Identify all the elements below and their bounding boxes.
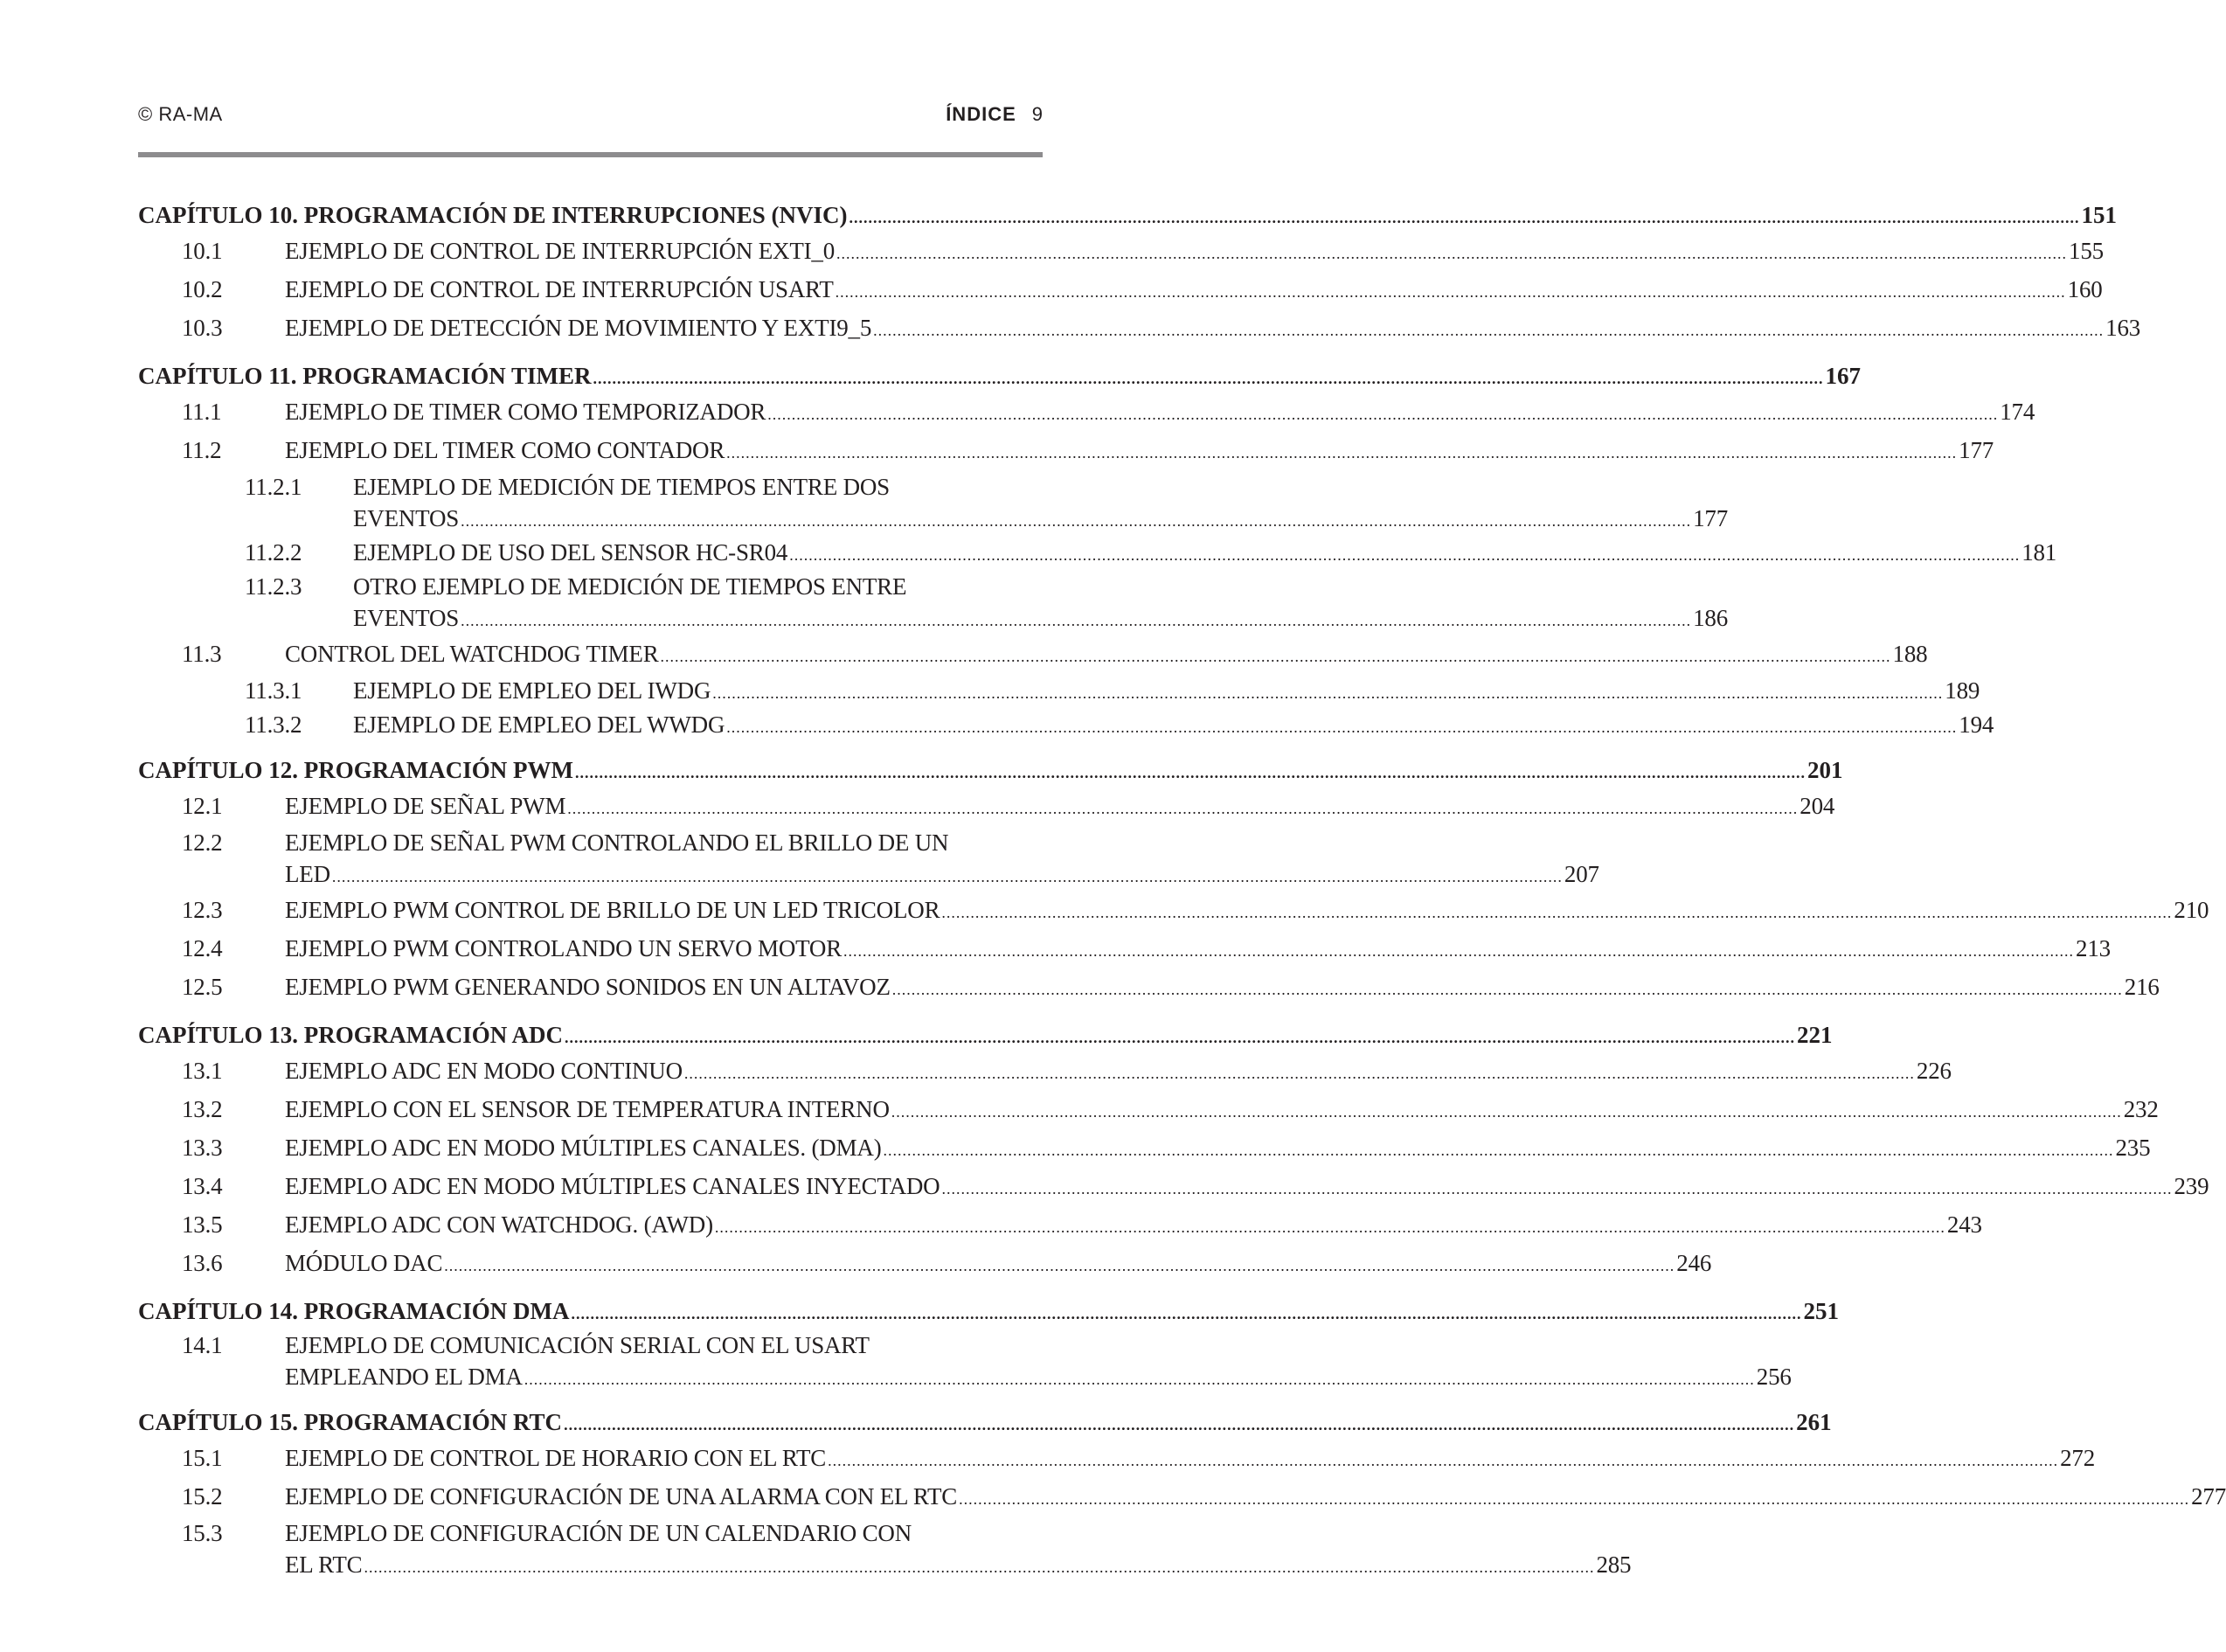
dot-leader [726, 435, 1957, 471]
toc-section-number: 12.1 [182, 793, 223, 819]
header-rule [138, 152, 1043, 157]
toc-page-number: 188 [1892, 641, 1928, 667]
toc-page-number: 151 [2081, 202, 2118, 228]
toc-section-number: 13.6 [182, 1250, 223, 1276]
toc-section-entry[interactable] [138, 675, 1980, 709]
toc-section-entry[interactable] [138, 310, 2141, 349]
toc-section-number: 13.2 [182, 1096, 223, 1122]
toc-section-title: EMPLEANDO EL DMA [285, 1364, 523, 1390]
toc-section-number: 10.1 [182, 238, 223, 264]
toc-page-number: 181 [2021, 539, 2057, 566]
toc-section-title: EJEMPLO DE CONTROL DE INTERRUPCIÓN EXTI_0 [285, 238, 836, 264]
toc-section-number: 11.2.3 [245, 573, 302, 600]
dot-leader [661, 639, 1891, 675]
toc-chapter-entry[interactable] [138, 357, 1862, 394]
toc-section-entry[interactable] [138, 233, 2104, 272]
toc-section-number: 13.1 [182, 1058, 223, 1084]
dot-leader [564, 1406, 1794, 1443]
dot-leader [332, 861, 1563, 892]
toc-section-entry[interactable] [138, 272, 2103, 310]
toc-page-number: 174 [2000, 399, 2035, 425]
dot-leader [849, 199, 2080, 236]
toc-section-entry[interactable] [138, 1440, 2096, 1479]
dot-leader [571, 1295, 1801, 1332]
dot-leader [684, 1056, 1915, 1092]
toc-section-entry[interactable] [138, 1207, 1982, 1246]
toc-section-number: 11.1 [182, 399, 222, 425]
dot-leader [959, 1482, 2189, 1517]
toc-section-number: 14.1 [182, 1332, 223, 1358]
toc-page-number: 272 [2060, 1445, 2096, 1471]
toc-chapter-entry[interactable] [138, 1404, 1832, 1440]
toc-section-number: 15.3 [182, 1520, 223, 1546]
toc-section-title: CONTROL DEL WATCHDOG TIMER [285, 641, 659, 667]
toc-page-number: 256 [1756, 1364, 1792, 1390]
toc-page-number: 163 [2105, 315, 2141, 341]
running-head-title: ÍNDICE [946, 103, 1016, 125]
toc-section-entry[interactable] [138, 636, 1928, 675]
toc-section-entry[interactable] [138, 1053, 1952, 1092]
toc-page-number: 210 [2174, 897, 2209, 923]
dot-leader [715, 1210, 1945, 1246]
toc-section-title-line1: EJEMPLO DE SEÑAL PWM CONTROLANDO EL BRILLO DE UN [285, 829, 949, 856]
toc-page-number: 243 [1946, 1211, 1982, 1238]
toc-section-number: 12.3 [182, 897, 223, 923]
toc-section-number: 11.2.2 [245, 539, 302, 566]
toc-page-number: 204 [1800, 793, 1835, 819]
toc-section-title: EJEMPLO CON EL SENSOR DE TEMPERATURA INTERNO [285, 1096, 890, 1122]
toc-chapter-entry[interactable] [138, 197, 2118, 233]
toc-section-title: EJEMPLO ADC EN MODO MÚLTIPLES CANALES INYECTADO [285, 1173, 940, 1199]
toc-section-title: EJEMPLO PWM CONTROLANDO UN SERVO MOTOR [285, 935, 843, 961]
toc-section-title: EVENTOS [353, 605, 460, 631]
toc-section-title: EJEMPLO DE DETECCIÓN DE MOVIMIENTO Y EXTI9_5 [285, 315, 872, 341]
dot-leader [891, 1094, 2122, 1130]
toc-chapter-title: CAPÍTULO 13. PROGRAMACIÓN ADC [138, 1022, 563, 1048]
toc-page-number: 186 [1693, 605, 1729, 631]
toc-section-title-line1: EJEMPLO DE MEDICIÓN DE TIEMPOS ENTRE DOS [353, 474, 891, 500]
toc-page-number: 216 [2124, 974, 2160, 1000]
toc-section-number: 10.2 [182, 276, 223, 302]
toc-section-title: EJEMPLO DE TIMER COMO TEMPORIZADOR [285, 399, 766, 425]
page-number: 9 [1031, 103, 1043, 125]
toc-section-entry[interactable] [138, 892, 2209, 931]
toc-section-title-line1: EJEMPLO DE CONFIGURACIÓN DE UN CALENDARIO CON [285, 1520, 912, 1546]
dot-leader [941, 1171, 2172, 1207]
toc-section-title: MÓDULO DAC [285, 1250, 443, 1276]
toc-section-number: 10.3 [182, 315, 223, 341]
toc-section-entry[interactable] [138, 1329, 1792, 1395]
toc-page-number: 251 [1803, 1298, 1839, 1324]
toc-section-title: EJEMPLO PWM CONTROL DE BRILLO DE UN LED TRICOLOR [285, 897, 940, 923]
toc-page-number: 246 [1676, 1250, 1712, 1276]
dot-leader [941, 895, 2172, 931]
toc-page-number: 207 [1564, 861, 1599, 887]
toc-section-entry[interactable] [138, 1092, 2159, 1130]
dot-leader [892, 972, 2123, 1008]
toc-section-entry[interactable] [138, 571, 1729, 636]
toc-section-number: 11.3.2 [245, 711, 302, 738]
toc-section-entry[interactable] [138, 709, 1994, 743]
toc-section-number: 11.3.1 [245, 677, 302, 704]
toc-section-title: EJEMPLO DE USO DEL SENSOR HC-SR04 [353, 539, 788, 566]
toc-section-title-line1: EJEMPLO DE COMUNICACIÓN SERIAL CON EL USART [285, 1332, 870, 1358]
dot-leader [843, 934, 2074, 969]
toc-section-entry[interactable] [138, 1169, 2209, 1207]
toc-section-number: 11.2.1 [245, 474, 302, 500]
toc-section-entry[interactable] [138, 1479, 2226, 1517]
toc-page-number: 177 [1959, 437, 1994, 463]
toc-section-entry[interactable] [138, 471, 1729, 537]
toc-page-number: 221 [1797, 1022, 1833, 1048]
running-head [946, 103, 1043, 126]
toc-page-number: 160 [2067, 276, 2103, 302]
toc-section-title: EJEMPLO ADC EN MODO MÚLTIPLES CANALES. (DMA) [285, 1135, 882, 1161]
toc-section-entry[interactable] [138, 394, 2035, 433]
toc-section-entry[interactable] [138, 788, 1835, 827]
toc-section-entry[interactable] [138, 1130, 2151, 1169]
dot-leader [712, 677, 1943, 709]
toc-page-number: 201 [1806, 757, 1843, 783]
toc-section-number: 11.3 [182, 641, 222, 667]
toc-chapter-title: CAPÍTULO 11. PROGRAMACIÓN TIMER [138, 363, 592, 389]
toc-section-number: 13.3 [182, 1135, 223, 1161]
toc-section-title: EJEMPLO DE EMPLEO DEL IWDG [353, 677, 711, 704]
toc-chapter-title: CAPÍTULO 14. PROGRAMACIÓN DMA [138, 1298, 570, 1324]
toc-section-number: 12.2 [182, 829, 223, 856]
toc-page-number: 213 [2076, 935, 2111, 961]
toc-section-title: EJEMPLO PWM GENERANDO SONIDOS EN UN ALTAVOZ [285, 974, 891, 1000]
toc-chapter-title: CAPÍTULO 15. PROGRAMACIÓN RTC [138, 1409, 563, 1435]
toc-section-title-line1: OTRO EJEMPLO DE MEDICIÓN DE TIEMPOS ENTRE [353, 573, 907, 600]
toc-section-title: EJEMPLO DE EMPLEO DEL WWDG [353, 711, 725, 738]
toc-section-title: EJEMPLO DE SEÑAL PWM [285, 793, 566, 819]
toc-chapter-entry[interactable] [138, 1293, 1839, 1329]
toc-page-number: 285 [1596, 1551, 1632, 1578]
dot-leader [575, 754, 1806, 791]
dot-leader [364, 1551, 1594, 1583]
toc-section-title: EJEMPLO ADC CON WATCHDOG. (AWD) [285, 1211, 713, 1238]
toc-chapter-title: CAPÍTULO 12. PROGRAMACIÓN PWM [138, 757, 573, 783]
dot-leader [836, 274, 2066, 310]
dot-leader [789, 539, 2020, 571]
toc-section-number: 13.4 [182, 1173, 223, 1199]
dot-leader [726, 711, 1957, 743]
dot-leader [444, 1248, 1675, 1284]
page-header [138, 98, 1043, 133]
toc-page-number: 235 [2115, 1135, 2151, 1161]
toc-page-number: 261 [1796, 1409, 1832, 1435]
toc-section-entry[interactable] [138, 827, 1599, 892]
dot-leader [593, 360, 1824, 397]
toc-section-entry[interactable] [138, 969, 2160, 1008]
toc-page-number: 194 [1959, 711, 1994, 738]
toc-section-entry[interactable] [138, 931, 2111, 969]
toc-section-entry[interactable] [138, 433, 1994, 471]
toc-page-number: 177 [1693, 505, 1729, 531]
toc-section-title: EJEMPLO DE CONTROL DE INTERRUPCIÓN USART [285, 276, 834, 302]
dot-leader [461, 605, 1691, 636]
toc-page-number: 239 [2174, 1173, 2209, 1199]
toc-section-entry[interactable] [138, 1246, 1712, 1284]
dot-leader [836, 236, 2067, 272]
toc-chapter-entry[interactable] [138, 752, 1843, 788]
dot-leader [524, 1364, 1755, 1395]
toc-page-number: 189 [1945, 677, 1980, 704]
toc-section-number: 15.2 [182, 1483, 223, 1510]
toc-section-number: 12.4 [182, 935, 223, 961]
toc-page-number: 232 [2123, 1096, 2159, 1122]
dot-leader [767, 397, 1998, 433]
dot-leader [883, 1133, 2113, 1169]
toc-section-title: EL RTC [285, 1551, 363, 1578]
toc-section-title: EJEMPLO DE CONFIGURACIÓN DE UNA ALARMA CON EL RTC [285, 1483, 958, 1510]
toc-section-number: 12.5 [182, 974, 223, 1000]
toc-section-number: 11.2 [182, 437, 222, 463]
toc-section-title: EJEMPLO DE CONTROL DE HORARIO CON EL RTC [285, 1445, 827, 1471]
dot-leader [828, 1443, 2058, 1479]
toc-section-title: EJEMPLO DEL TIMER COMO CONTADOR [285, 437, 725, 463]
toc-section-number: 15.1 [182, 1445, 223, 1471]
toc-page-number: 277 [2191, 1483, 2226, 1510]
toc-section-title: LED [285, 861, 330, 887]
toc-page-number: 167 [1825, 363, 1862, 389]
dot-leader [873, 313, 2104, 349]
toc-section-entry[interactable] [138, 537, 2057, 571]
toc-chapter-title: CAPÍTULO 10. PROGRAMACIÓN DE INTERRUPCIONES (NVIC) [138, 202, 848, 228]
toc-section-title: EVENTOS [353, 505, 460, 531]
table-of-contents [138, 197, 2226, 1583]
toc-section-title: EJEMPLO ADC EN MODO CONTINUO [285, 1058, 683, 1084]
dot-leader [567, 791, 1798, 827]
dot-leader [461, 505, 1691, 537]
toc-page-number: 155 [2069, 238, 2104, 264]
toc-page-number: 226 [1916, 1058, 1952, 1084]
toc-section-number: 13.5 [182, 1211, 223, 1238]
toc-section-entry[interactable] [138, 1517, 1632, 1583]
dot-leader [565, 1019, 1795, 1056]
publisher-mark: © RA-MA [138, 103, 223, 125]
toc-chapter-entry[interactable] [138, 1017, 1833, 1053]
